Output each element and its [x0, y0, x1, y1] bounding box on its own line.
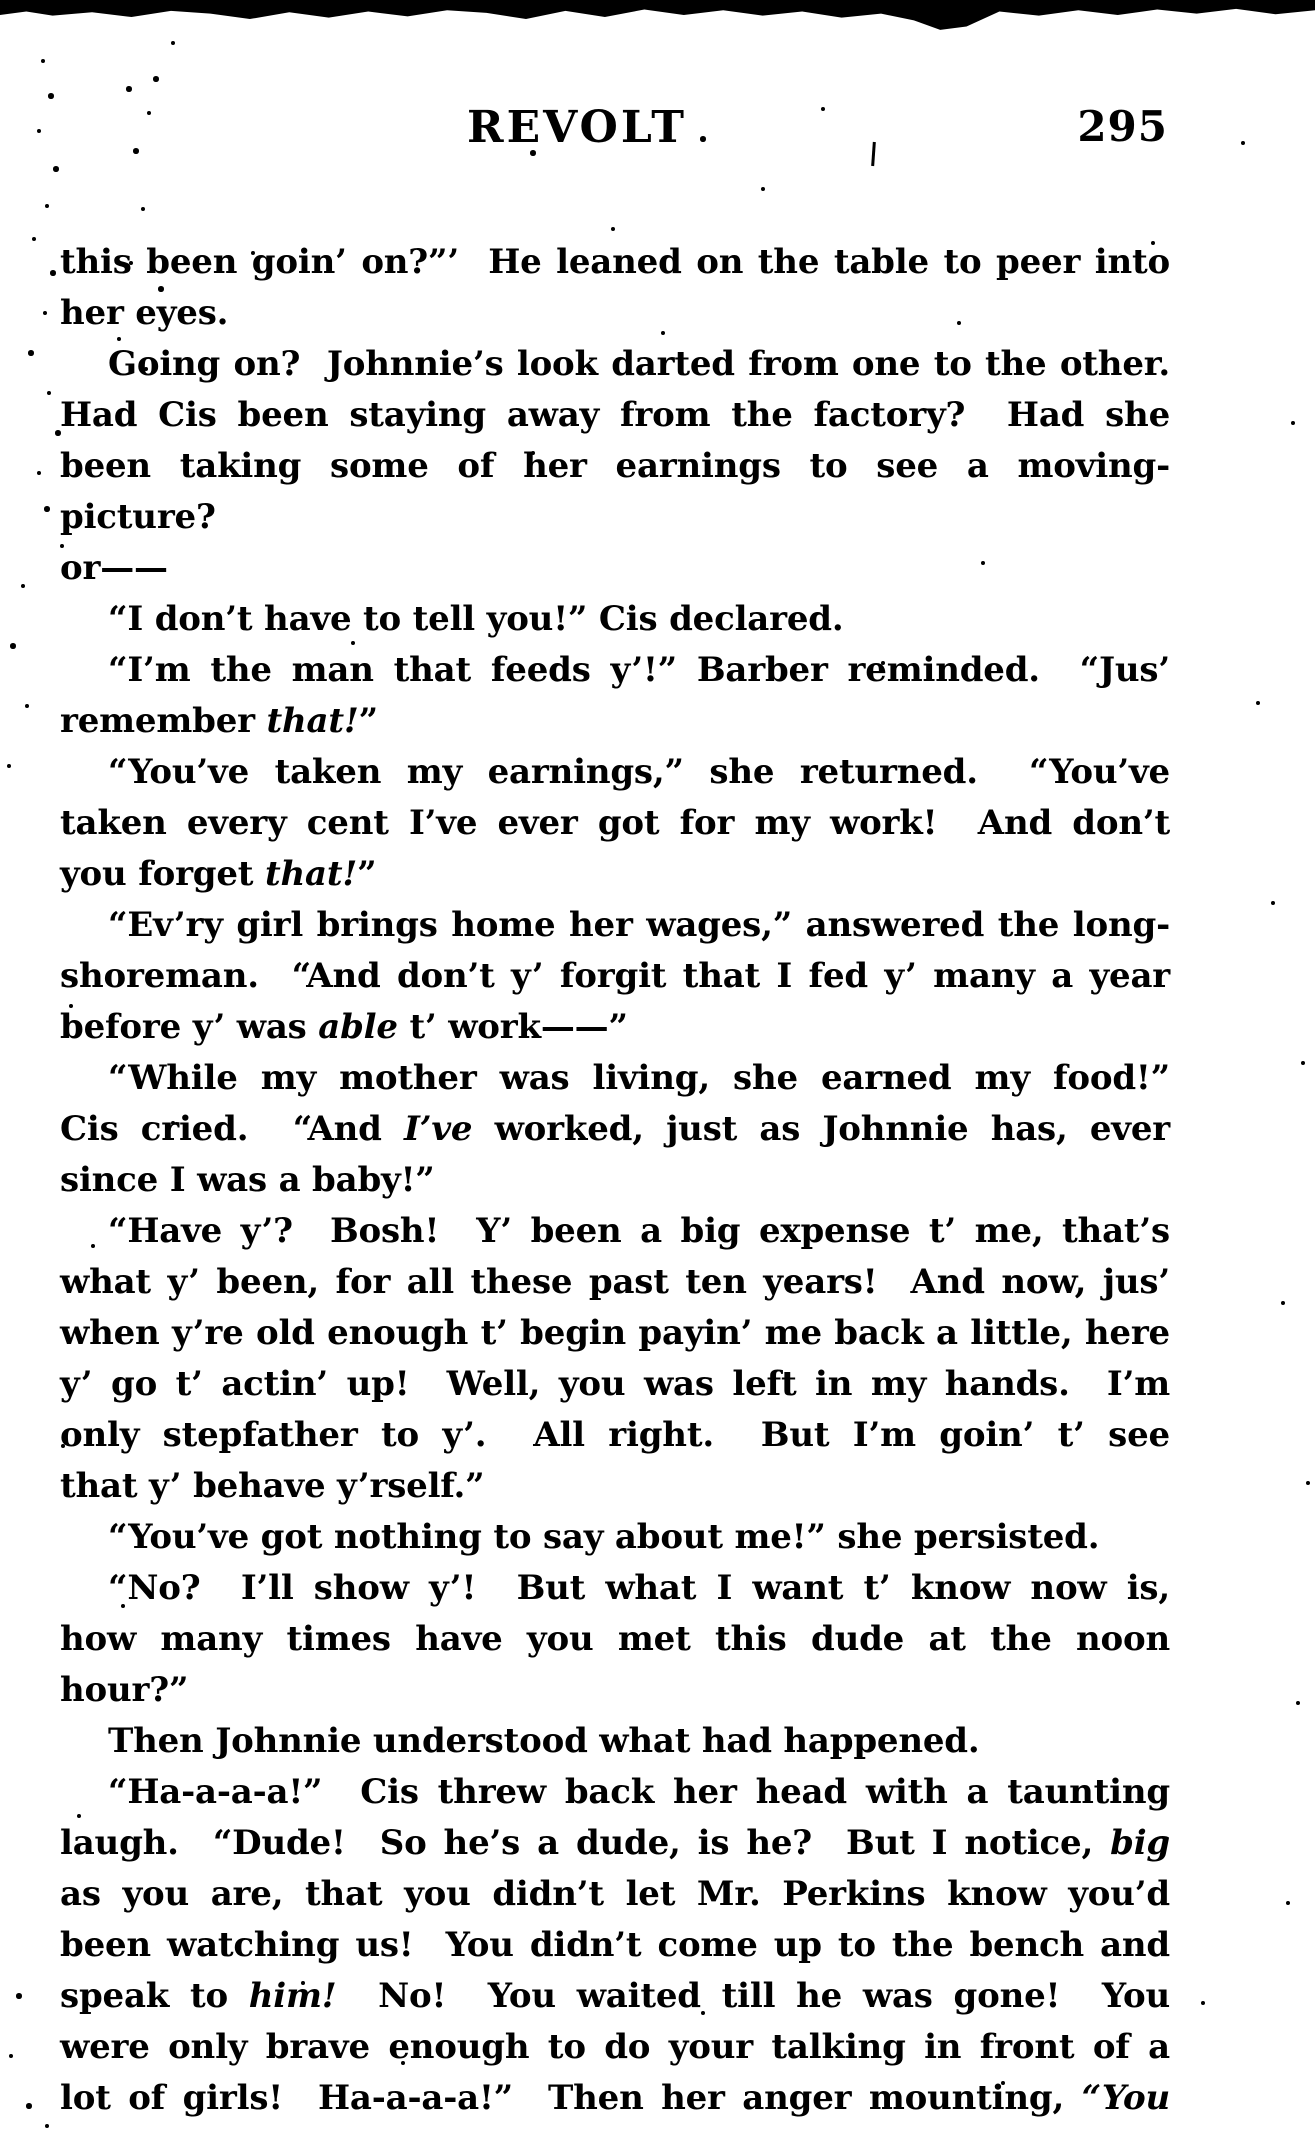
text-segment: were only brave enough to do your talking in front of a [60, 2027, 1170, 2067]
text-segment: “You’ve got nothing to say about me!” she persisted. [108, 1517, 1100, 1557]
emphasized-text: able [318, 1007, 398, 1047]
text-segment: what y’ been, for all these past ten years! And now, jus’ [60, 1262, 1170, 1302]
emphasized-text: big [1110, 1823, 1170, 1863]
text-segment: “Have y’? Bosh! Y’ been a big expense t’ me, that’s [108, 1211, 1170, 1251]
text-line [60, 1002, 1170, 1053]
text-line [60, 543, 1170, 594]
emphasized-text: him! [248, 1976, 337, 2016]
text-line [60, 798, 1170, 849]
text-segment: “While my mother was living, she earned my food!” [108, 1058, 1170, 1098]
text-segment: “Ev’ry girl brings home her wages,” answered the long- [108, 905, 1170, 945]
page-header [60, 102, 1170, 162]
text-line [60, 747, 1170, 798]
text-segment: that y’ behave y’rself.” [60, 1466, 485, 1506]
text-line [60, 1410, 1170, 1461]
text-line [60, 1767, 1170, 1818]
emphasized-text: I’ve [404, 1109, 473, 1149]
text-segment: as you are, that you didn’t let Mr. Perkins know you’d [60, 1874, 1170, 1914]
text-line [60, 1104, 1170, 1155]
text-segment: t’ work——” [397, 1007, 628, 1047]
text-segment: been taking some of her earnings to see a moving-picture? [60, 446, 1170, 537]
text-segment: “I don’t have to tell you!” Cis declared. [108, 599, 844, 639]
text-segment: ” [357, 854, 377, 894]
text-segment: ” [358, 701, 378, 741]
text-line [60, 441, 1170, 543]
text-line [60, 1206, 1170, 1257]
text-line [60, 900, 1170, 951]
page-number: 295 [1077, 102, 1168, 151]
text-segment: Cis cried. “And [60, 1109, 404, 1149]
text-line [60, 696, 1170, 747]
text-line [60, 339, 1170, 390]
text-segment: taken every cent I’ve ever got for my work! And don’t [60, 803, 1170, 843]
text-segment: laugh. “Dude! So he’s a dude, is he? But I notice, [60, 1823, 1111, 1863]
text-segment: “I’m the man that feeds y’!” Barber reminded. “Jus’ [108, 650, 1170, 690]
text-line [60, 1869, 1170, 1920]
text-segment: “Ha-a-a-a!” Cis threw back her head with a taunting [108, 1772, 1170, 1812]
text-line [60, 1155, 1170, 1206]
running-title: REVOLT [467, 102, 687, 153]
text-line [60, 1716, 1170, 1767]
text-segment: Had Cis been staying away from the factory? Had she [60, 395, 1170, 435]
text-segment: “No? I’ll show y’! But what I want t’ know now is, [108, 1568, 1170, 1608]
emphasized-text: that! [266, 701, 359, 741]
text-line [60, 237, 1170, 288]
text-line [60, 1257, 1170, 1308]
text-line [60, 1971, 1170, 2022]
emphasized-text: “You [1081, 2078, 1170, 2118]
text-line [60, 645, 1170, 696]
text-line [60, 288, 1170, 339]
text-segment: her eyes. [60, 293, 229, 333]
emphasized-text: that! [264, 854, 358, 894]
text-segment: “You’ve taken my earnings,” she returned. “You’ve [108, 752, 1170, 792]
text-line [60, 951, 1170, 1002]
text-line [60, 2073, 1170, 2124]
text-segment: Going on? Johnnie’s look darted from one to the other. [108, 344, 1170, 384]
text-segment: remember [60, 701, 267, 741]
text-line [60, 1563, 1170, 1614]
text-line [60, 1512, 1170, 1563]
text-segment: lot of girls! Ha-a-a-a!” Then her anger mounting, [60, 2078, 1082, 2118]
text-segment: or—— [60, 548, 168, 588]
text-line [60, 1818, 1170, 1869]
text-segment: speak to [60, 1976, 249, 2016]
text-segment: when y’re old enough t’ begin payin’ me back a little, here [60, 1313, 1170, 1353]
text-line [60, 1614, 1182, 1716]
scan-noise-specks [0, 0, 2, 2]
text-segment: how many times have you met this dude at the noon hour?” [60, 1619, 1182, 1710]
text-segment: been watching us! You didn’t come up to the bench and [60, 1925, 1170, 1965]
text-line [60, 1359, 1170, 1410]
text-segment: this been goin’ on?”’ He leaned on the table to peer into [60, 242, 1170, 282]
scan-edge-top [0, 0, 1315, 34]
text-segment: y’ go t’ actin’ up! Well, you was left in my hands. I’m [60, 1364, 1170, 1404]
text-line [60, 1053, 1170, 1104]
text-line [60, 2022, 1170, 2073]
text-segment: shoreman. “And don’t y’ forgit that I fed y’ many a year [60, 956, 1170, 996]
text-segment: No! You waited till he was gone! You [336, 1976, 1170, 2016]
text-line [60, 1920, 1170, 1971]
text-segment: you forget [60, 854, 265, 894]
text-line [60, 594, 1170, 645]
text-segment: Then Johnnie understood what had happened. [108, 1721, 980, 1761]
text-line [60, 390, 1170, 441]
text-segment: before y’ was [60, 1007, 319, 1047]
page-text [60, 237, 1182, 2124]
text-segment: only stepfather to y’. All right. But I’m goin’ t’ see [60, 1415, 1170, 1455]
text-line [60, 1308, 1170, 1359]
text-line [60, 849, 1170, 900]
text-line [60, 1461, 1170, 1512]
text-segment: worked, just as Johnnie has, ever [472, 1109, 1170, 1149]
text-segment: since I was a baby!” [60, 1160, 435, 1200]
